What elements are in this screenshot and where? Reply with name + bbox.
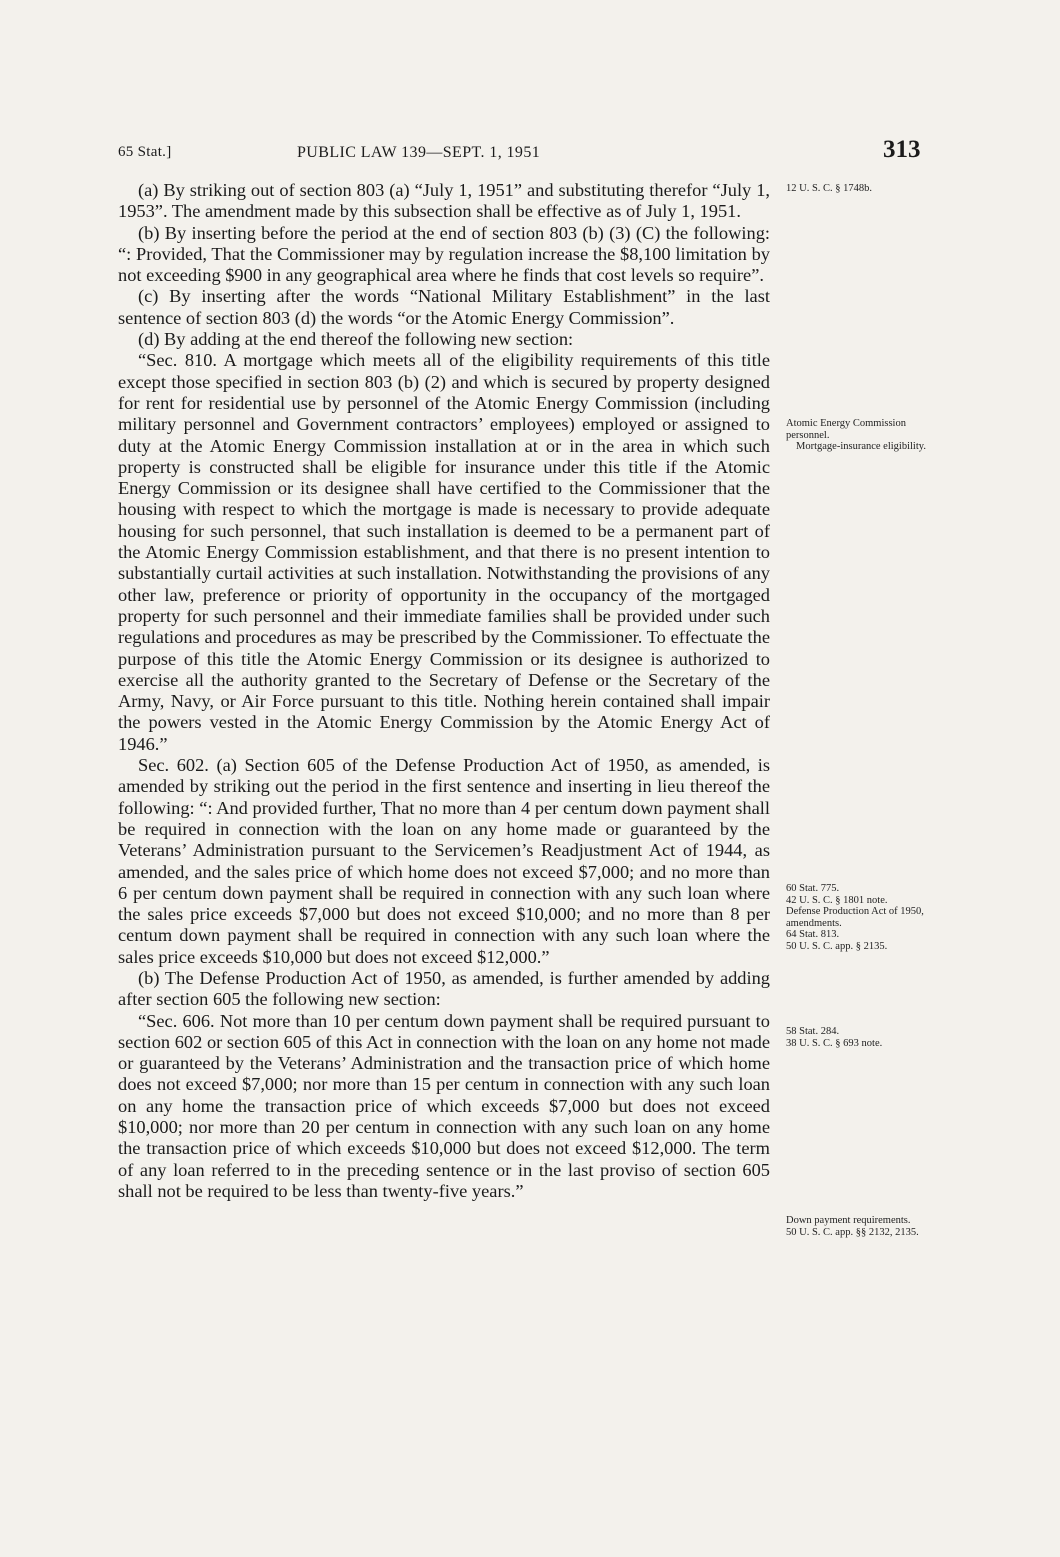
margin-note-1 bbox=[786, 183, 926, 195]
paragraph-c: (c) By inserting after the words “National Military Establishment” in the last sentence of section 803 (d) the words “or the Atomic Energy Commission”. bbox=[118, 286, 770, 328]
margin-note-line: Down payment requirements. bbox=[786, 1215, 911, 1226]
margin-note-line: 64 Stat. 813. bbox=[786, 929, 840, 940]
margin-note-line: 50 U. S. C. app. § 2135. bbox=[786, 940, 888, 952]
paragraph-a: (a) By striking out of section 803 (a) “July 1, 1951” and substituting therefor “July 1, 1953”. The amendment made by this subsection shall be effective as of July 1, 1951. bbox=[118, 180, 770, 222]
running-head-title: PUBLIC LAW 139—SEPT. 1, 1951 bbox=[297, 144, 541, 161]
margin-note-line: Atomic Energy Commission personnel. bbox=[786, 418, 906, 441]
running-head-volume: 65 Stat.] bbox=[118, 144, 172, 160]
paragraph-b: (b) By inserting before the period at the end of section 803 (b) (3) (C) the following: “: Provided, That the Commissioner may by regulation increase the $8,100 limitation by not exceeding $900 in any geographical area where he finds that cost levels so require”. bbox=[118, 222, 770, 286]
margin-note-line: 58 Stat. 284. bbox=[786, 1026, 840, 1037]
margin-note-line: 60 Stat. 775. bbox=[786, 883, 840, 894]
page-number: 313 bbox=[883, 136, 921, 163]
margin-note-3 bbox=[786, 883, 926, 952]
margin-note-4 bbox=[786, 1026, 926, 1049]
margin-note-2 bbox=[786, 418, 926, 453]
margin-note-5 bbox=[786, 1215, 926, 1238]
margin-note-line: 42 U. S. C. § 1801 note. bbox=[786, 894, 888, 906]
margin-note-line: 38 U. S. C. § 693 note. bbox=[786, 1037, 883, 1049]
paragraph-sec-602a: Sec. 602. (a) Section 605 of the Defense Production Act of 1950, as amended, is amended by striking out the period in the first sentence and inserting in lieu thereof the following: “: And provided further, That no more than 4 per centum down payment shall be required in connection with the loan on any home made or guaranteed by the Veterans’ Administration pursuant to the Servicemen’s Readjustment Act of 1944, as amended, and the sales price of which home does not exceed $7,000; and no more than 6 per centum down payment shall be required in connection with any such loan where the sales price exceeds $7,000 but does not exceed $10,000; and no more than 8 per centum down payment shall be required in connection with any such loan where the sales price exceeds $10,000 but does not exceed $12,000.” bbox=[118, 755, 770, 967]
body-text bbox=[118, 180, 770, 1202]
margin-note-line: Mortgage-insurance eligibility. bbox=[796, 441, 926, 452]
paragraph-sec-810: “Sec. 810. A mortgage which meets all of the eligibility requirements of this title except those specified in section 803 (b) (2) and which is secured by property designed for rent for residential use by personnel of the Atomic Energy Commission (including military personnel and Government contractors’ employees) employed or assigned to duty at the Atomic Energy Commission installation at or in the area in which such property is constructed shall be eligible for insurance under this title if the Atomic Energy Commission or its designee shall have certified to the Commissioner that the housing with respect to which the mortgage is made is necessary to provide adequate housing for such personnel, that such installation is deemed to be a permanent part of the Atomic Energy Commission establishment, and that there is no present intention to substantially curtail activities at such installation. Notwithstanding the provisions of any other law, preference or priority of opportunity in the occupancy of the mortgaged property for such personnel and their immediate families shall be provided under such regulations and procedures as may be prescribed by the Commissioner. To effectuate the purpose of this title the Atomic Energy Commission or its designee is authorized to exercise all the authority granted to the Secretary of Defense or the Secretary of the Army, Navy, or Air Force pursuant to this title. Nothing herein contained shall impair the powers vested in the Atomic Energy Commission by the Atomic Energy Act of 1946.” bbox=[118, 350, 770, 754]
paragraph-sec-602b: (b) The Defense Production Act of 1950, as amended, is further amended by adding after section 605 the following new section: bbox=[118, 967, 770, 1010]
margin-note-line: Defense Production Act of 1950, amendments. bbox=[786, 906, 924, 929]
paragraph-sec-606: “Sec. 606. Not more than 10 per centum down payment shall be required pursuant to section 602 or section 605 of this Act in connection with the loan on any home not made or guaranteed by the Veterans’ Administration and the transaction price of which home does not exceed $7,000; nor more than 15 per centum in connection with any such loan on any home the transaction price of which exceeds $7,000 but does not exceed $10,000; nor more than 20 per centum in connection with any such loan on any home the transaction price of which exceeds $10,000 but does not exceed $12,000. The term of any loan referred to in the preceding sentence or in the last proviso of section 605 shall not be required to be less than twenty-five years.” bbox=[118, 1010, 770, 1201]
margin-note-line: 12 U. S. C. § 1748b. bbox=[786, 183, 873, 194]
margin-note-line: 50 U. S. C. app. §§ 2132, 2135. bbox=[786, 1226, 919, 1238]
paragraph-d: (d) By adding at the end thereof the following new section: bbox=[138, 329, 574, 350]
